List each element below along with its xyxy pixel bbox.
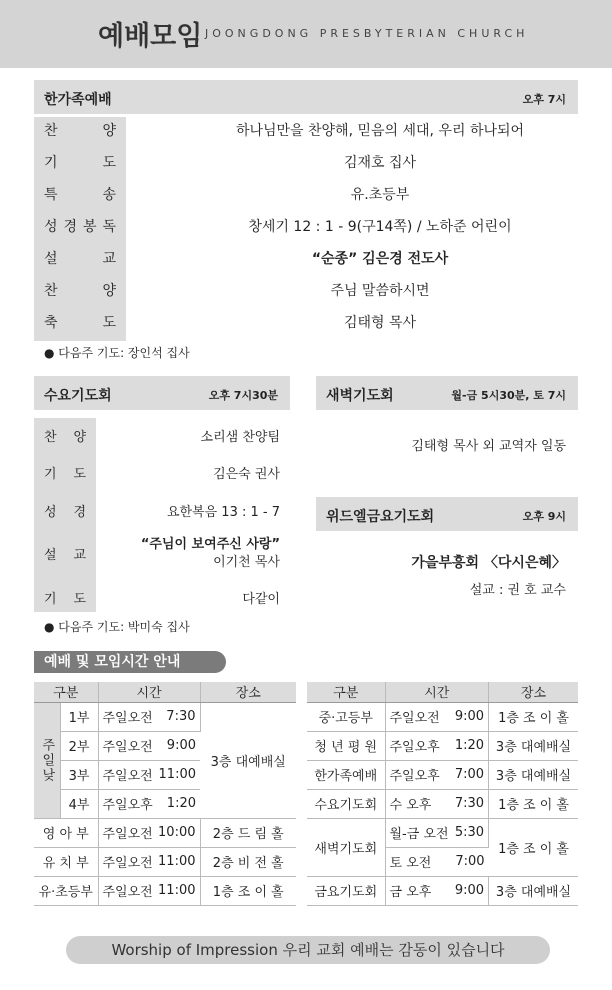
wednesday-order-value: 요한복음 13 : 1 - 7: [166, 505, 280, 520]
department-name: 유 치 부: [34, 847, 98, 876]
family-order-row: [34, 179, 578, 211]
service-time: 5:30: [449, 818, 489, 847]
family-order-label: 축 도: [44, 315, 116, 331]
service-part: 1부: [60, 702, 98, 731]
service-day: 금 오후: [385, 876, 449, 905]
service-time: 7:00: [449, 760, 489, 789]
family-order-row: [34, 115, 578, 147]
family-order-value: 하나님만을 찬양해, 믿음의 세대, 우리 하나되어: [235, 123, 525, 139]
service-time: 10:00: [158, 818, 200, 847]
service-time: 9:00: [449, 876, 489, 905]
column-header: 장소: [489, 682, 578, 702]
service-day: 주일오전: [385, 702, 449, 731]
table-row: [307, 789, 578, 818]
wednesday-order-label: 기 도: [44, 467, 86, 482]
family-order-value: 주님 말씀하시면: [330, 283, 430, 299]
table-row: [34, 702, 296, 731]
service-place: 1층 조 이 홀: [200, 876, 296, 905]
family-order-row: [34, 147, 578, 179]
wednesday-order-row: [34, 459, 290, 491]
service-place: 3층 대예배실: [489, 731, 578, 760]
service-day: 주일오전: [98, 760, 158, 789]
service-day: 주일오전: [98, 702, 158, 731]
wednesday-order-label: 성 경: [44, 505, 86, 520]
department-name: 금요기도회: [307, 876, 385, 905]
dawn-title: 새벽기도회: [326, 388, 394, 404]
wednesday-order-label: 설 교: [44, 548, 86, 563]
sunday-label: 주일낮: [34, 702, 60, 818]
table-row: [34, 876, 296, 905]
table-row: [307, 818, 578, 847]
family-order-value: 김태형 목사: [343, 315, 417, 331]
service-place: 2층 비 전 홀: [200, 847, 296, 876]
service-time: 9:00: [158, 731, 200, 760]
friday-event-title: 가을부흥회 〈다시은혜〉: [411, 555, 566, 571]
department-name: 청 년 평 원: [307, 731, 385, 760]
preacher-name: 이기천 목사: [213, 555, 280, 570]
friday-title: 위드엘금요기도회: [326, 509, 435, 525]
family-order-value: 유.초등부: [350, 187, 410, 203]
service-part: 3부: [60, 760, 98, 789]
family-order-label: 찬 양: [44, 283, 116, 299]
service-day: 주일오전: [98, 731, 158, 760]
service-day: 월-금 오전: [385, 818, 449, 847]
wednesday-order-value: 다같이: [242, 592, 280, 607]
department-name: 한가족예배: [307, 760, 385, 789]
sunday-place: 3층 대예배실: [200, 702, 296, 818]
wednesday-order-row: [34, 422, 290, 454]
service-place: 1층 조 이 홀: [489, 818, 578, 876]
family-worship-time: 오후 7시: [522, 93, 566, 106]
service-day: 토 오전: [385, 847, 449, 876]
service-day: 주일오전: [98, 876, 158, 905]
table-row: [307, 760, 578, 789]
family-order-label: 설 교: [44, 251, 116, 267]
friday-time: 오후 9시: [522, 510, 566, 523]
friday-speaker: 설교 : 권 호 교수: [469, 583, 566, 598]
family-order-row: [34, 307, 578, 339]
column-header: 구분: [307, 682, 385, 702]
family-next-prayer: ● 다음주 기도: 장인석 집사: [44, 346, 190, 360]
service-place: 1층 조 이 홀: [489, 702, 578, 731]
wednesday-order-row: [34, 497, 290, 529]
schedule-table-right: [307, 682, 578, 906]
service-place: 3층 대예배실: [489, 876, 578, 905]
table-row: [34, 847, 296, 876]
service-place: 2층 드 림 홀: [200, 818, 296, 847]
family-order-label: 성 경 봉 독: [44, 219, 116, 235]
column-header: 시간: [98, 682, 200, 702]
wednesday-order-label: 찬 양: [44, 430, 86, 445]
wednesday-order-value: 김은숙 권사: [213, 467, 280, 482]
wednesday-order-label: 기 도: [44, 592, 86, 607]
wednesday-time: 오후 7시30분: [208, 389, 278, 402]
family-order-row: [34, 243, 578, 275]
family-order-label: 특 송: [44, 187, 116, 203]
department-name: 새벽기도회: [307, 818, 385, 876]
department-name: 수요기도회: [307, 789, 385, 818]
service-part: 4부: [60, 789, 98, 818]
table-row: [34, 818, 296, 847]
schedule-table-left: [34, 682, 296, 906]
service-time: 1:20: [158, 789, 200, 818]
column-header: 구분: [34, 682, 98, 702]
service-time: 9:00: [449, 702, 489, 731]
family-order-row: [34, 275, 578, 307]
service-day: 주일오후: [385, 731, 449, 760]
family-worship-title: 한가족예배: [44, 92, 112, 108]
service-day: 주일오후: [385, 760, 449, 789]
service-time: 7:30: [158, 702, 200, 731]
page-title: 예배모임: [98, 21, 203, 52]
service-day: 주일오전: [98, 818, 158, 847]
wednesday-header: [34, 376, 290, 410]
service-time: 11:00: [158, 760, 200, 789]
dawn-leader: 김태형 목사 외 교역자 일동: [411, 439, 566, 454]
service-day: 수 오후: [385, 789, 449, 818]
table-row: [307, 876, 578, 905]
sermon-title: “주님이 보여주신 사랑”: [140, 537, 280, 552]
friday-header: [316, 497, 578, 531]
service-time: 11:00: [158, 876, 200, 905]
wednesday-next-prayer: ● 다음주 기도: 박미숙 집사: [44, 620, 190, 634]
service-day: 주일오전: [98, 847, 158, 876]
service-part: 2부: [60, 731, 98, 760]
wednesday-order-row: [34, 584, 290, 616]
table-row: [307, 731, 578, 760]
service-place: 1층 조 이 홀: [489, 789, 578, 818]
department-name: 유·초등부: [34, 876, 98, 905]
footer-slogan: Worship of Impression 우리 교회 예배는 감동이 있습니다: [66, 936, 550, 964]
family-order-value: “순종” 김은경 전도사: [311, 251, 449, 267]
family-order-label: 찬 양: [44, 123, 116, 139]
column-header: 장소: [200, 682, 296, 702]
service-time: 7:00: [449, 847, 489, 876]
table-row: [307, 702, 578, 731]
service-time: 7:30: [449, 789, 489, 818]
church-name: JOONGDONG PRESBYTERIAN CHURCH: [205, 27, 529, 40]
family-order-value: 김재호 집사: [343, 155, 417, 171]
family-order-label: 기 도: [44, 155, 116, 171]
department-name: 영 아 부: [34, 818, 98, 847]
service-place: 3층 대예배실: [489, 760, 578, 789]
service-time: 1:20: [449, 731, 489, 760]
family-next-prayer-text: 다음주 기도: 장인석 집사: [58, 346, 190, 360]
dawn-time: 월-금 5시30분, 토 7시: [451, 389, 566, 402]
wednesday-title: 수요기도회: [44, 388, 112, 404]
family-order-value: 창세기 12 : 1 - 9(구14쪽) / 노하준 어린이: [248, 219, 512, 235]
wednesday-next-prayer-text: 다음주 기도: 박미숙 집사: [58, 620, 190, 634]
service-time: 11:00: [158, 847, 200, 876]
wednesday-order-value: [130, 536, 280, 572]
family-order-row: [34, 211, 578, 243]
department-name: 중·고등부: [307, 702, 385, 731]
column-header: 시간: [385, 682, 489, 702]
service-day: 주일오후: [98, 789, 158, 818]
dawn-header: [316, 376, 578, 410]
family-worship-header: [34, 80, 578, 114]
wednesday-order-value: 소리샘 찬양팀: [200, 430, 280, 445]
header-banner: [0, 0, 612, 68]
schedule-title: 예배 및 모임시간 안내: [34, 651, 226, 673]
wednesday-order-row: [34, 537, 290, 572]
